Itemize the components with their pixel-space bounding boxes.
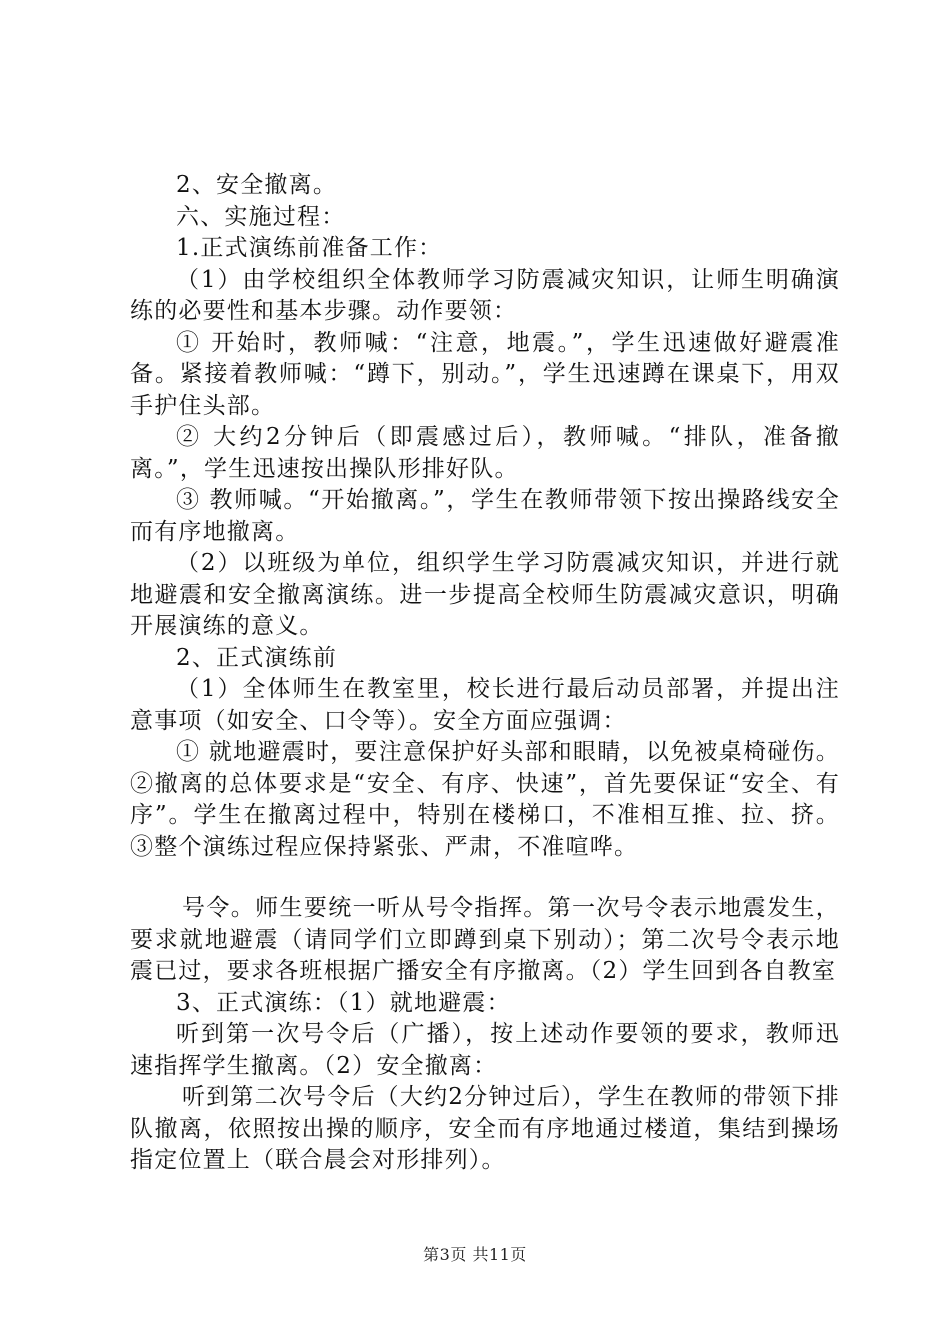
paragraph: 2、正式演练前 bbox=[176, 644, 338, 671]
paragraph: ① 就地避震时，要注意保护好头部和眼睛，以免被桌椅碰伤。②撤离的总体要求是“安全、有序、快速”，首先要保证“安全、有序”。学生在撤离过程中，特别在楼梯口，不准相互推、拉、挤。③整个演练过程应保持紧张、严肃，不准喧哗。 bbox=[130, 739, 840, 860]
page-footer: 第3页 共11页 bbox=[423, 1245, 527, 1264]
paragraph: （2）以班级为单位，组织学生学习防震减灾知识，并进行就地避震和安全撤离演练。进一步提高全校师生防震减灾意识，明确开展演练的意义。 bbox=[130, 550, 840, 639]
paragraph: （1）全体师生在教室里，校长进行最后动员部署，并提出注意事项（如安全、口令等）。安全方面应强调： bbox=[130, 676, 840, 734]
paragraph: 1.正式演练前准备工作： bbox=[176, 235, 443, 261]
paragraph: 听到第一次号令后（广播），按上述动作要领的要求，教师迅速指挥学生撤离。（2）安全撤离： bbox=[130, 1021, 840, 1079]
paragraph: 号令。师生要统一听从号令指挥。第一次号令表示地震发生，要求就地避震（请同学们立即蹲到桌下别动）；第二次号令表示地震已过，要求各班根据广播安全有序撤离。（2）学生回到各自教室 bbox=[130, 895, 840, 984]
body-section-bottom bbox=[130, 893, 840, 1177]
paragraph: 听到第二次号令后（大约2分钟过后），学生在教师的带领下排队撤离，依照按出操的顺序，安全而有序地通过楼道，集结到操场指定位置上（联合晨会对形排列）。 bbox=[130, 1084, 840, 1173]
paragraph: ② 大约2分钟后（即震感过后），教师喊。“排队，准备撤离。”，学生迅速按出操队形排好队。 bbox=[130, 424, 840, 482]
paragraph: ③ 教师喊。“开始撤离。”，学生在教师带领下按出操路线安全而有序地撤离。 bbox=[130, 487, 840, 545]
paragraph: 六、实施过程： bbox=[176, 203, 346, 230]
paragraph: ① 开始时，教师喊：“注意，地震。”，学生迅速做好避震准备。紧接着教师喊：“蹲下，别动。”，学生迅速蹲在课桌下，用双手护住头部。 bbox=[130, 329, 840, 419]
document-body bbox=[130, 170, 840, 1177]
paragraph: 3、正式演练：（1）就地避震： bbox=[176, 989, 511, 1016]
body-section-top bbox=[130, 170, 840, 863]
paragraph: （1）由学校组织全体教师学习防震减灾知识，让师生明确演练的必要性和基本步骤。动作要领： bbox=[130, 266, 840, 324]
section-gap bbox=[130, 863, 840, 893]
paragraph: 2、安全撤离。 bbox=[176, 172, 338, 198]
